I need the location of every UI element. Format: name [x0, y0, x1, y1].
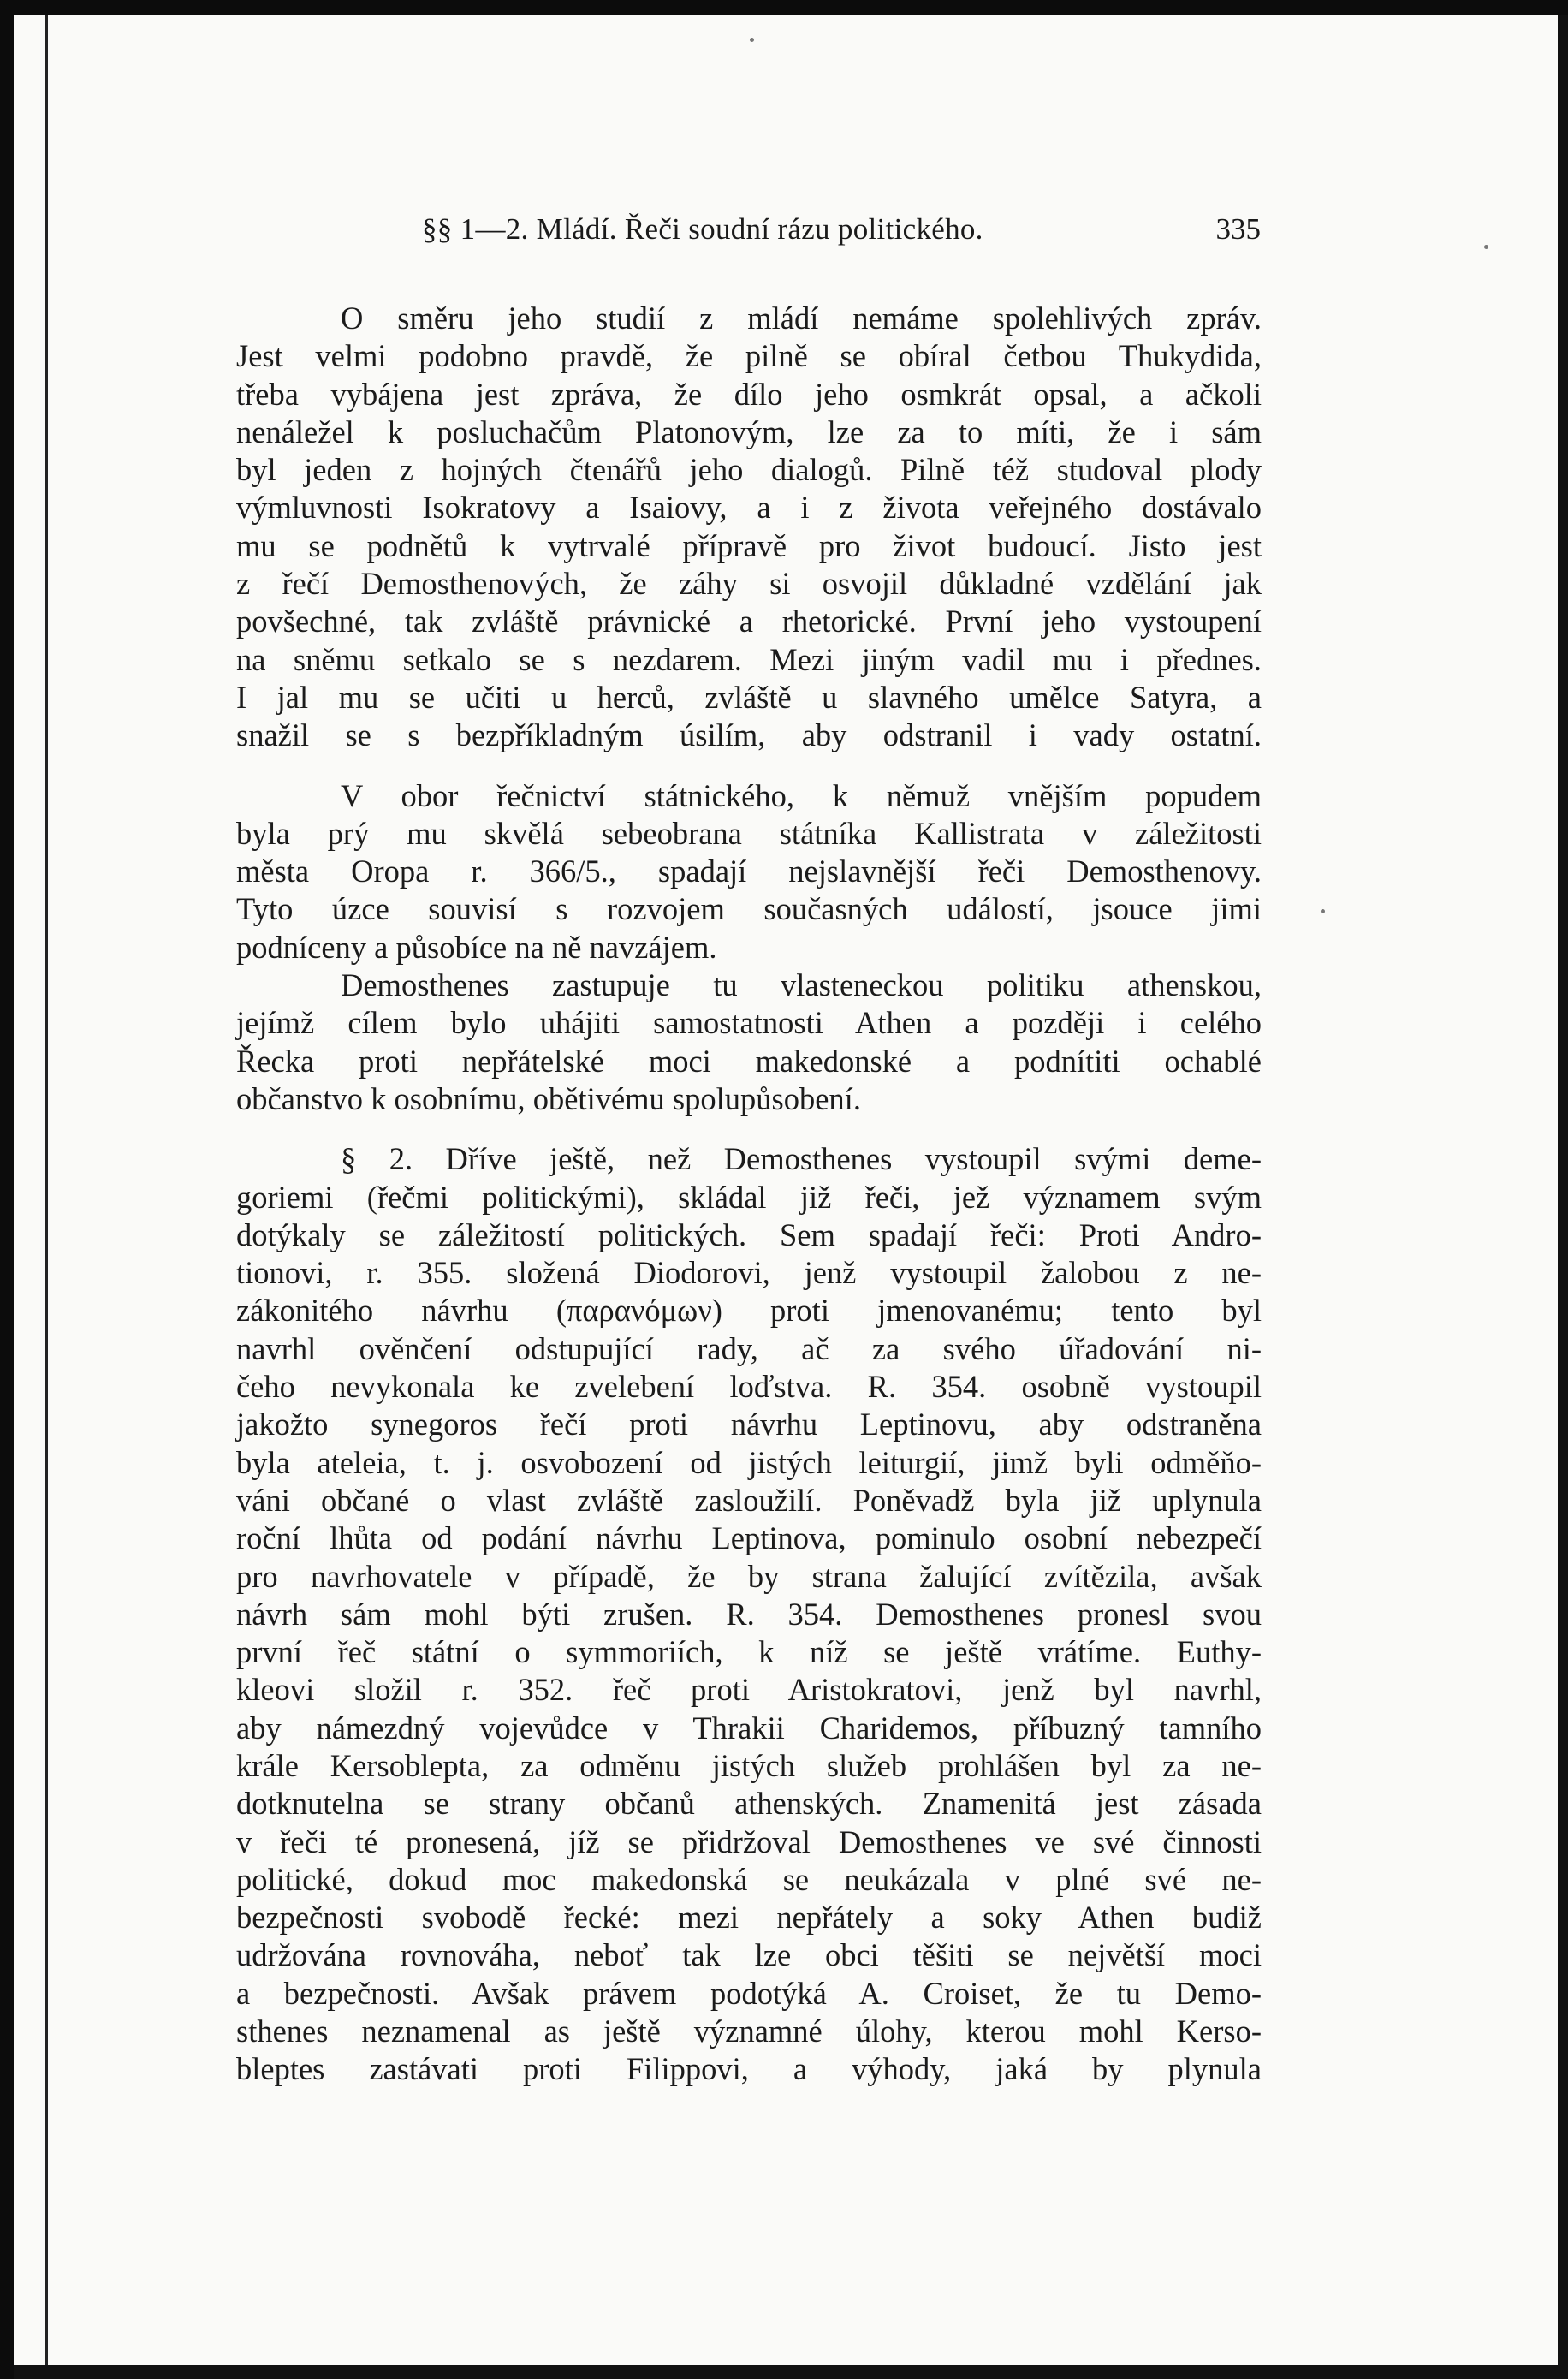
text-line: udržována rovnováha, neboť tak lze obci těšiti se největší moci	[236, 1937, 1262, 1973]
text-line: bezpečnosti svobodě řecké: mezi nepřátely a soky Athen budiž	[236, 1900, 1262, 1936]
text-line: na sněmu setkalo se s nezdarem. Mezi jiným vadil mu i přednes.	[236, 641, 1262, 677]
text-line: V obor řečnictví státnického, k němuž vnějším popudem	[341, 777, 1262, 813]
text-line: Řecka proti nepřátelské moci makedonské a podnítiti ochablé	[236, 1043, 1262, 1079]
paragraph	[236, 1140, 1262, 2088]
text-line: bleptes zastávati proti Filippovi, a výhody, jaká by plynula	[236, 2051, 1262, 2087]
text-line: politické, dokud moc makedonská se neukázala v plné své ne-	[236, 1861, 1262, 1897]
text-line: Jest velmi podobno pravdě, že pilně se obíral četbou Thukydida,	[236, 338, 1262, 374]
text-line: § 2. Dříve ještě, než Demosthenes vystoupil svými deme-	[341, 1141, 1262, 1177]
text-line: první řeč státní o symmoriích, k níž se ještě vrátíme. Euthy-	[236, 1634, 1262, 1670]
text-line: O směru jeho studií z mládí nemáme spolehlivých zpráv.	[341, 300, 1262, 336]
page-number: 335	[1215, 212, 1261, 246]
text-line: dotýkaly se záležitostí politických. Sem spadají řeči: Proti Andro-	[236, 1216, 1262, 1252]
running-head-title: §§ 1—2. Mládí. Řeči soudní rázu politického.	[422, 212, 983, 246]
text-line: zákonitého návrhu (παρανόμων) proti jmenovanému; tento byl	[236, 1293, 1262, 1329]
text-line: sthenes neznamenal as ještě významné úlohy, kterou mohl Kerso-	[236, 2013, 1262, 2049]
text-line: pro navrhovatele v případě, že by strana žalující zvítězila, avšak	[236, 1558, 1262, 1594]
text-line: Demosthenes zastupuje tu vlasteneckou politiku athenskou,	[341, 967, 1262, 1003]
text-line: mu se podnětů k vytrvalé přípravě pro život budoucí. Jisto jest	[236, 527, 1262, 563]
text-line: výmluvnosti Isokratovy a Isaiovy, a i z života veřejného dostávalo	[236, 490, 1262, 526]
text-line: jejímž cílem bylo uhájiti samostatnosti Athen a později i celého	[236, 1005, 1262, 1041]
text-line: roční lhůta od podání návrhu Leptinova, pominulo osobní nebezpečí	[236, 1520, 1262, 1556]
text-line: třeba vybájena jest zpráva, že dílo jeho osmkrát opsal, a ačkoli	[236, 376, 1262, 412]
text-line: z řečí Demosthenových, že záhy si osvojil důkladné vzdělání jak	[236, 566, 1262, 602]
text-line: čeho nevykonala ke zvelebení loďstva. R. 354. osobně vystoupil	[236, 1369, 1262, 1405]
text-line: I jal mu se učiti u herců, zvláště u slavného umělce Satyra, a	[236, 679, 1262, 715]
paragraph	[236, 777, 1262, 966]
text-line: podníceny a působíce na ně navzájem.	[236, 929, 717, 965]
scan-speck	[1484, 245, 1488, 249]
text-line: v řeči té pronesená, jíž se přidržoval Demosthenes ve své činnosti	[236, 1823, 1262, 1859]
scan-speck	[1321, 909, 1325, 913]
text-line: nenáležel k posluchačům Platonovým, lze za to míti, že i sám	[236, 413, 1262, 449]
scan-border-top	[0, 0, 1568, 15]
page-edge-rule	[45, 15, 48, 2365]
text-line: snažil se s bezpříkladným úsilím, aby odstranil i vady ostatní.	[236, 717, 1262, 753]
text-line: a bezpečnosti. Avšak právem podotýká A. Croiset, že tu Demo-	[236, 1975, 1262, 2011]
text-line: byla ateleia, t. j. osvobození od jistých leiturgií, jimž byli odměňo-	[236, 1444, 1262, 1480]
text-line: aby námezdný vojevůdce v Thrakii Charidemos, příbuzný tamního	[236, 1710, 1262, 1746]
paragraph	[236, 300, 1262, 755]
text-line: návrh sám mohl býti zrušen. R. 354. Demosthenes pronesl svou	[236, 1596, 1262, 1632]
text-line: občanstvo k osobnímu, obětivému spolupůsobení.	[236, 1080, 861, 1116]
text-line: goriemi (řečmi politickými), skládal již řeči, jež významem svým	[236, 1179, 1262, 1215]
running-header	[422, 212, 1261, 260]
text-line: tionovi, r. 355. složená Diodorovi, jenž vystoupil žalobou z ne-	[236, 1255, 1262, 1291]
body-text	[236, 300, 1262, 2089]
text-line: kleovi složil r. 352. řeč proti Aristokratovi, jenž byl navrhl,	[236, 1672, 1262, 1708]
text-line: Tyto úzce souvisí s rozvojem současných událostí, jsouce jimi	[236, 891, 1262, 927]
text-line: byl jeden z hojných čtenářů jeho dialogů. Pilně též studoval plody	[236, 452, 1262, 488]
text-line: dotknutelna se strany občanů athenských. Znamenitá jest zásada	[236, 1786, 1262, 1822]
scan-border-left	[0, 0, 14, 2379]
text-line: navrhl ověnčení odstupující rady, ač za svého úřadování ni-	[236, 1330, 1262, 1366]
text-line: města Oropa r. 366/5., spadají nejslavnější řeči Demosthenovy.	[236, 853, 1262, 889]
text-line: váni občané o vlast zvláště zasloužilí. Poněvadž byla již uplynula	[236, 1482, 1262, 1518]
text-line: byla prý mu skvělá sebeobrana státníka Kallistrata v záležitosti	[236, 815, 1262, 851]
text-line: krále Kersoblepta, za odměnu jistých služeb prohlášen byl za ne-	[236, 1747, 1262, 1783]
text-line: jakožto synegoros řečí proti návrhu Leptinovu, aby odstraněna	[236, 1407, 1262, 1442]
paragraph	[236, 966, 1262, 1118]
text-line: povšechné, tak zvláště právnické a rhetorické. První jeho vystoupení	[236, 604, 1262, 639]
scan-speck	[750, 38, 754, 42]
